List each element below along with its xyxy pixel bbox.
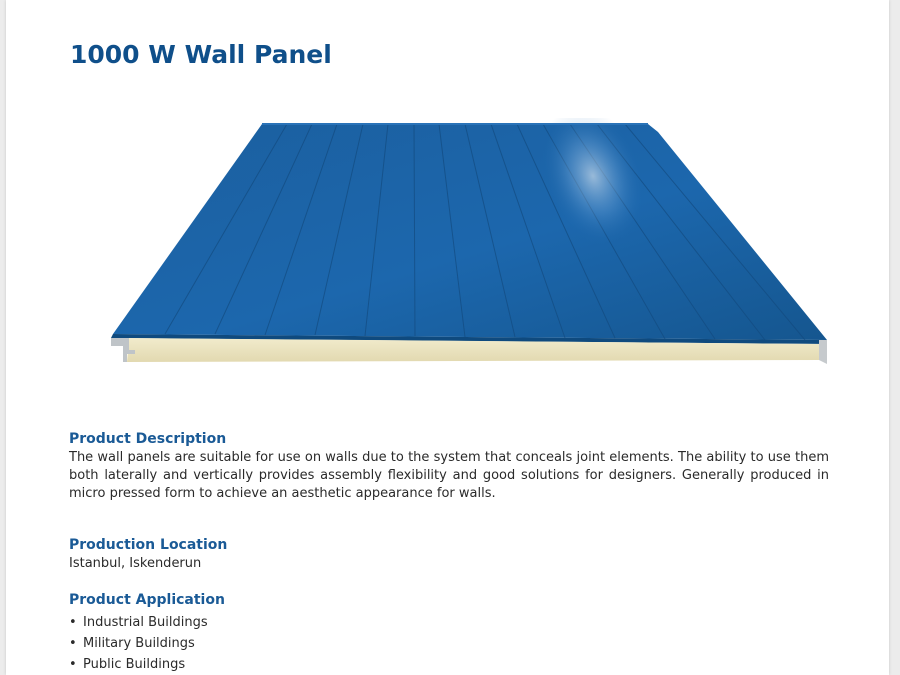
product-application-heading: Product Application	[69, 592, 225, 608]
list-item: • Military Buildings	[69, 636, 195, 651]
page-title: 1000 W Wall Panel	[70, 40, 332, 69]
list-item: • Public Buildings	[69, 657, 186, 672]
product-description-text: The wall panels are suitable for use on walls due to the system that conceals joint elements. The ability to use them both laterally and vertically provides assembly flexibility and good solutions for designers. Generally produced in micro pressed form to achieve an aesthetic appearance for walls.	[69, 450, 829, 501]
production-location-heading: Production Location	[69, 537, 228, 553]
application-list	[69, 612, 208, 675]
document-page	[6, 0, 889, 675]
production-location-text: Istanbul, Iskenderun	[69, 556, 202, 571]
list-item: • Industrial Buildings	[69, 615, 208, 630]
wall-panel-illustration	[105, 118, 827, 370]
product-description-heading: Product Description	[69, 431, 227, 447]
